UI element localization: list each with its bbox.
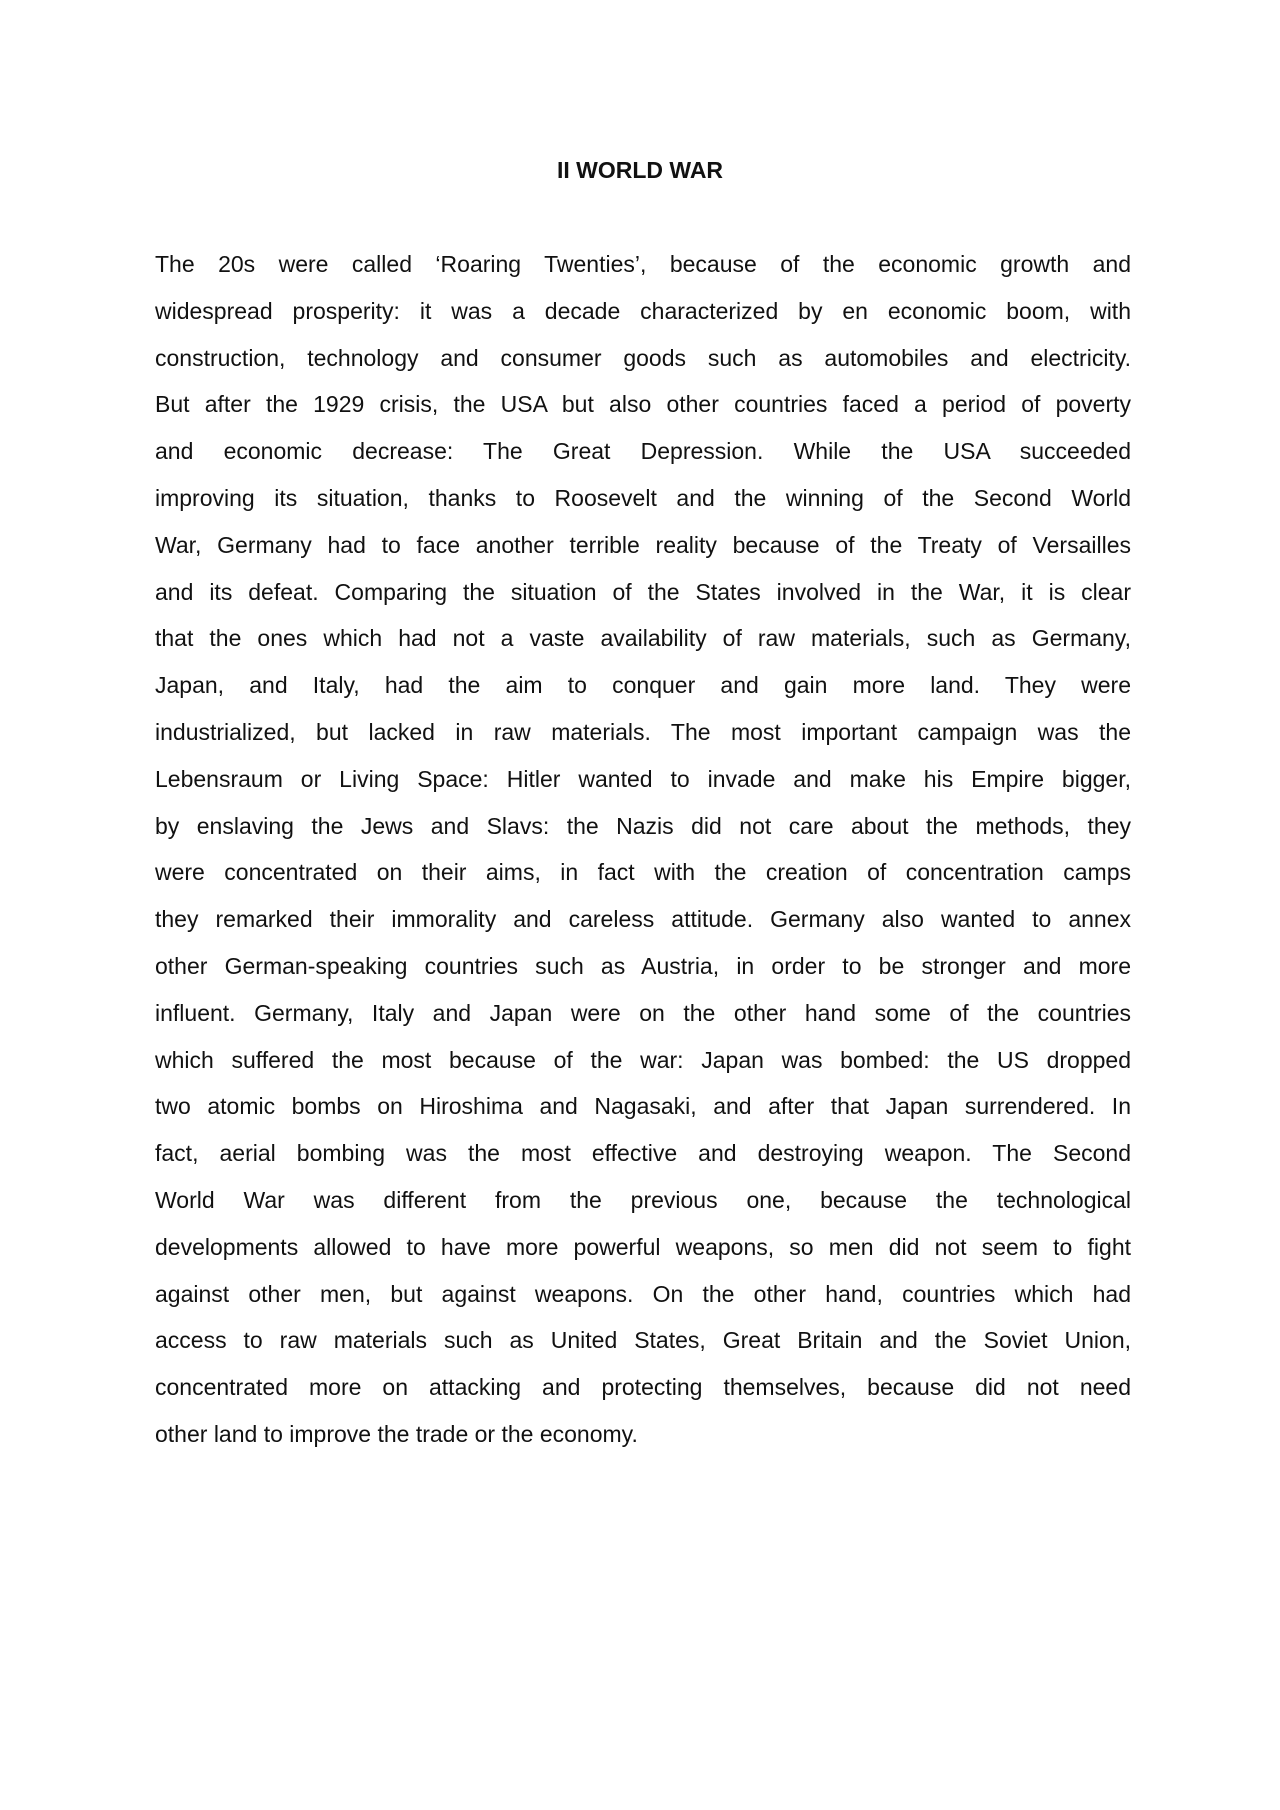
page-title: II WORLD WAR <box>556 157 724 183</box>
text-line: developments allowed to have more powerful weapons, so men did not seem to fight <box>155 1233 1131 1260</box>
text-line: two atomic bombs on Hiroshima and Nagasaki, and after that Japan surrendered. In <box>155 1093 1131 1120</box>
text-line: widespread prosperity: it was a decade characterized by en economic boom, with <box>155 297 1131 324</box>
text-line: construction, technology and consumer goods such as automobiles and electricity. <box>155 344 1131 371</box>
text-line: and economic decrease: The Great Depression. While the USA succeeded <box>155 438 1131 465</box>
body-paragraph <box>155 241 1131 1458</box>
text-line: by enslaving the Jews and Slavs: the Nazis did not care about the methods, they <box>155 812 1131 839</box>
text-line: fact, aerial bombing was the most effective and destroying weapon. The Second <box>155 1140 1131 1167</box>
text-line: Japan, and Italy, had the aim to conquer and gain more land. They were <box>155 672 1131 699</box>
text-line: and its defeat. Comparing the situation of the States involved in the War, it is clear <box>155 578 1131 605</box>
text-line: against other men, but against weapons. On the other hand, countries which had <box>155 1280 1131 1307</box>
text-line: improving its situation, thanks to Roosevelt and the winning of the Second World <box>155 484 1131 511</box>
text-line: The 20s were called ‘Roaring Twenties’, because of the economic growth and <box>155 251 1131 277</box>
text-line: concentrated more on attacking and protecting themselves, because did not need <box>155 1374 1131 1401</box>
text-line: that the ones which had not a vaste availability of raw materials, such as Germany, <box>155 625 1131 652</box>
text-line: they remarked their immorality and careless attitude. Germany also wanted to annex <box>155 906 1131 933</box>
text-line: were concentrated on their aims, in fact with the creation of concentration camps <box>155 859 1131 886</box>
text-line: which suffered the most because of the war: Japan was bombed: the US dropped <box>155 1046 1131 1073</box>
text-line: War, Germany had to face another terrible reality because of the Treaty of Versailles <box>155 531 1131 558</box>
text-line: influent. Germany, Italy and Japan were on the other hand some of the countries <box>155 999 1131 1026</box>
text-line: access to raw materials such as United States, Great Britain and the Soviet Union, <box>155 1327 1131 1354</box>
text-line: But after the 1929 crisis, the USA but also other countries faced a period of poverty <box>155 391 1131 418</box>
text-line: Lebensraum or Living Space: Hitler wanted to invade and make his Empire bigger, <box>155 765 1131 792</box>
text-line: World War was different from the previous one, because the technological <box>155 1186 1131 1213</box>
text-line: other land to improve the trade or the economy. <box>155 1420 638 1447</box>
text-line: industrialized, but lacked in raw materials. The most important campaign was the <box>155 718 1131 745</box>
text-line: other German-speaking countries such as Austria, in order to be stronger and more <box>155 952 1131 979</box>
